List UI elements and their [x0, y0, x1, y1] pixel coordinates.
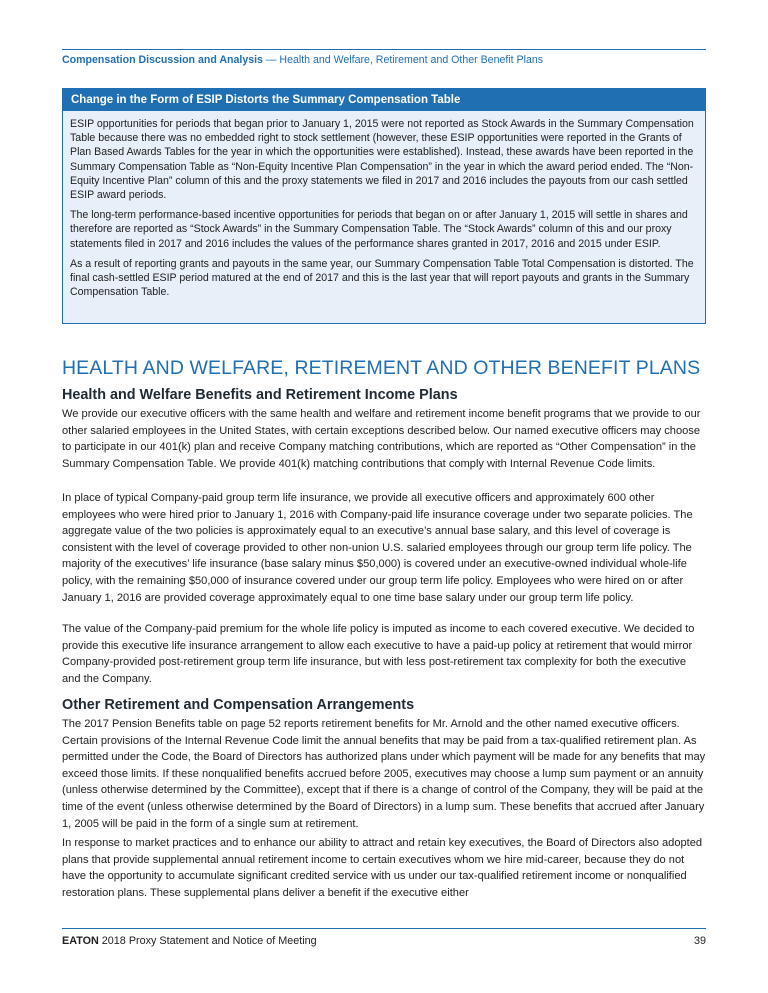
- callout-paragraph: ESIP opportunities for periods that began prior to January 1, 2015 were not reported as Stock Awards in the Summary Compensation Table because there was no embedded right to stock settlement (however, these ESIP opportunities were reported in the Grants of Plan Based Awards Tables for the year in which the opportunities were established). Instead, these awards have been reported in the Summary Compensation Table as “Non-Equity Incentive Plan Compensation” in the year in which the award period ended. The “Non-Equity Incentive Plan” column of this and the proxy statements we filed in 2017 and 2016 includes the payouts from our cash settled ESIP award periods.: [70, 118, 694, 202]
- esip-callout-box: [62, 88, 706, 324]
- callout-paragraph: The long-term performance-based incentive opportunities for periods that began on or after January 1, 2015 will settle in shares and therefore are reported as “Stock Awards” in the Summary Compensation Table. The “Stock Awards” column of this and our proxy statements filed in 2017 and 2016 includes the values of the performance shares granted in 2017, 2016 and 2015 under ESIP.: [70, 209, 688, 250]
- footer-title: [62, 935, 317, 947]
- body-paragraph: In place of typical Company-paid group term life insurance, we provide all executive officers and approximately 600 other employees who were hired prior to January 1, 2016 with Company-paid life insurance coverage under two separate policies. The aggregate value of the two policies is approximately equal to an executive’s annual base salary, and this level of coverage is consistent with the level of coverage provided to other non-union U.S. salaried employees through our group term life policy. The majority of the executives’ life insurance (base salary minus $50,000) is covered under an executive-owned individual whole-life policy, with the remaining $50,000 of insurance covered under our group term life policy. Employees who were hired on or after January 1, 2016 are provided coverage approximately equal to one time base salary under our group term life policy.: [62, 492, 693, 604]
- section-heading-health-welfare: Health and Welfare Benefits and Retirement Income Plans: [62, 387, 458, 403]
- callout-body: [63, 111, 705, 299]
- body-paragraph: The 2017 Pension Benefits table on page 52 reports retirement benefits for Mr. Arnold and the other named executive officers. Certain provisions of the Internal Revenue Code limit the annual benefits that may be paid from a tax-qualified retirement plan. As permitted under the Code, the Board of Directors has authorized plans under which payment will be made for any benefits that may exceed those limits. If these nonqualified benefits accrued before 2005, executives may choose a lump sum payment or an annuity (unless otherwise determined by the Committee), except that if there is a change of control of the Company, they will be paid at the time of the event (unless otherwise determined by the Board of Directors) in a lump sum. These benefits that accrued after January 1, 2005 will be paid in the form of a single sum at retirement.: [62, 718, 706, 830]
- section-header: [62, 54, 543, 66]
- footer-brand: EATON: [62, 935, 99, 947]
- footer-doc-title: 2018 Proxy Statement and Notice of Meeting: [98, 935, 317, 947]
- body-paragraph: The value of the Company-paid premium for the whole life policy is imputed as income to each covered executive. We decided to provide this executive life insurance arrangement to allow each executive to have a paid-up policy at retirement that would mirror Company-provided post-retirement group term life insurance, but with less post-retirement tax complexity for both the executive and the Company.: [62, 623, 695, 685]
- page-title: HEALTH AND WELFARE, RETIREMENT AND OTHER BENEFIT PLANS: [62, 357, 701, 379]
- section-heading-other-retirement: Other Retirement and Compensation Arrangements: [62, 697, 415, 713]
- section-header-bold: Compensation Discussion and Analysis: [62, 54, 263, 66]
- footer-rule: [62, 928, 706, 929]
- header-rule: [62, 49, 706, 50]
- callout-paragraph: As a result of reporting grants and payouts in the same year, our Summary Compensation Table Total Compensation is distorted. The final cash-settled ESIP period matured at the end of 2017 and this is the last year that will report payouts and grants in the Summary Compensation Table.: [70, 257, 694, 299]
- body-paragraph: In response to market practices and to enhance our ability to attract and retain key executives, the Board of Directors also adopted plans that provide supplemental annual retirement income to certain executives whom we hire mid-career, because they do not have the opportunity to accumulate significant credited service with us under our tax-qualified retirement income or nonqualified restoration plans. These supplemental plans deliver a benefit if the executive either: [62, 837, 703, 899]
- page-number: 39: [693, 935, 706, 947]
- section-header-rest: — Health and Welfare, Retirement and Other Benefit Plans: [262, 54, 544, 66]
- callout-title: Change in the Form of ESIP Distorts the Summary Compensation Table: [63, 89, 705, 111]
- body-paragraph: We provide our executive officers with the same health and welfare and retirement income benefit programs that we provide to our other salaried employees in the United States, with certain exceptions described below. Our named executive officers may choose to participate in our 401(k) plan and receive Company matching contributions, which are reported as “Other Compensation” in the Summary Compensation Table. We provide 401(k) matching contributions that comply with Internal Revenue Code limits.: [62, 408, 701, 470]
